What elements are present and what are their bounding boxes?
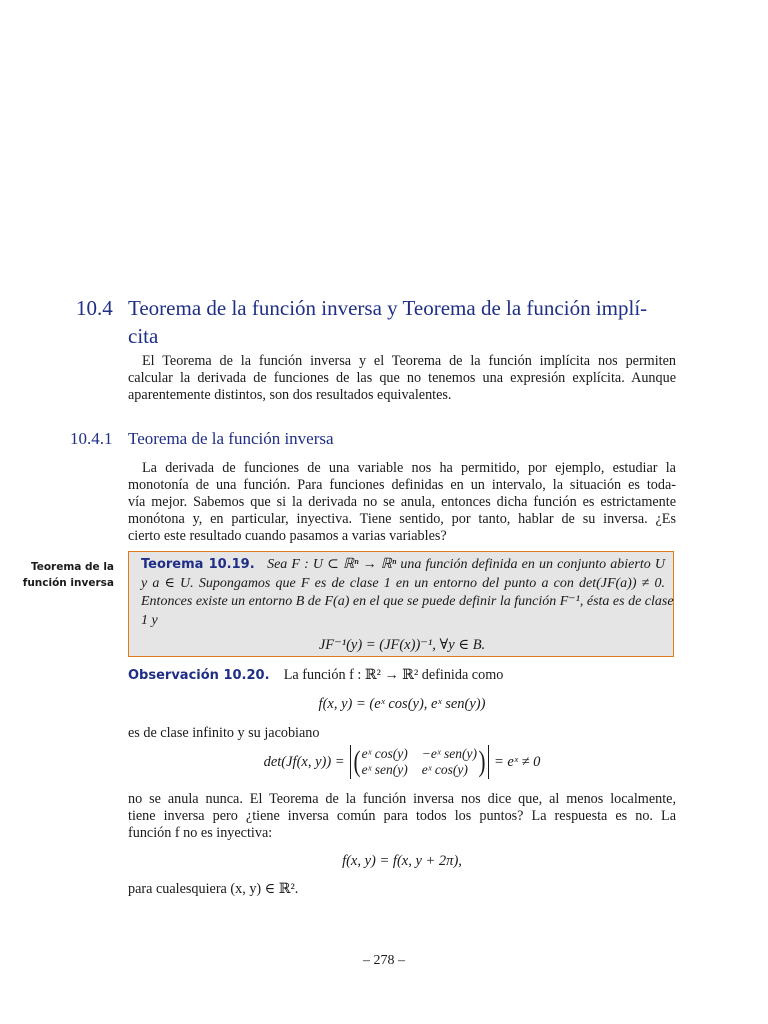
- jacobian-matrix: ( eˣ cos(y) −eˣ sen(y) eˣ sen(y) eˣ cos(y) ): [349, 745, 490, 779]
- theorem-line2: y a ∈ U. Supongamos que F es de clase 1 en un entorno del punto a con det(JF(a)) ≠ 0.: [141, 575, 665, 591]
- section-number: 10.4: [76, 296, 113, 320]
- intro-line: calcular la derivada de funciones de las que no tenemos una expresión explícita. Aunque: [128, 370, 676, 386]
- observation-paragraph: [128, 791, 676, 842]
- jacobian-rhs: = eˣ ≠ 0: [494, 753, 541, 770]
- theorem-statement: Sea F : U ⊂ ℝⁿ → ℝⁿ una función definida en un conjunto abierto U: [267, 557, 665, 572]
- observation-text2: es de clase infinito y su jacobiano: [128, 725, 320, 741]
- page-number: – 278 –: [363, 953, 405, 968]
- paragraph-line: monotonía de una función. Para funciones definidas en un intervalo, la situación es toda-: [128, 477, 676, 493]
- matrix-cell: eˣ cos(y): [421, 762, 468, 777]
- theorem-label: Teorema 10.19.: [141, 557, 255, 572]
- jacobian-equation: [128, 745, 676, 779]
- theorem-text: [141, 556, 674, 630]
- observation-equation1: f(x, y) = (eˣ cos(y), eˣ sen(y)): [318, 696, 486, 712]
- section-title-line1: Teorema de la función inversa y Teorema de la función implí-: [128, 296, 648, 320]
- paragraph-line: La derivada de funciones de una variable nos ha permitido, por ejemplo, estudiar la: [142, 460, 676, 476]
- theorem-equation: JF⁻¹(y) = (JF(x))⁻¹, ∀y ∈ B.: [318, 637, 486, 653]
- observation-label: Observación 10.20.: [128, 668, 270, 683]
- intro-paragraph: [128, 353, 676, 404]
- section-title-line2: cita: [128, 324, 159, 348]
- intro-line: aparentemente distintos, son dos resultados equivalentes.: [128, 387, 452, 403]
- theorem-line3: Entonces existe un entorno B de F(a) en el que se puede definir la función F⁻¹, ésta es de clase: [141, 594, 674, 609]
- jacobian-lhs: det(Jf(x, y)) =: [263, 753, 345, 770]
- section-title: [128, 294, 688, 350]
- paragraph-line: monótona y, en particular, inyectiva. Tiene sentido, por tanto, hablar de su inversa. ¿Es: [128, 511, 676, 527]
- paragraph-line: tiene inversa pero ¿tiene inversa común para todos los puntos? La respuesta es no. La: [128, 808, 676, 824]
- paragraph-line: cierto este resultado cuando pasamos a varias variables?: [128, 528, 447, 544]
- paragraph-line: vía mejor. Sabemos que si la derivada no se anula, entonces dicha función es estrictamente: [128, 494, 676, 510]
- theorem-line4: 1 y: [141, 612, 158, 628]
- body-paragraph: [128, 460, 676, 545]
- intro-line: El Teorema de la función inversa y el Teorema de la función implícita nos permiten: [142, 353, 676, 369]
- matrix-cell: eˣ sen(y): [361, 762, 408, 777]
- subsection-title: Teorema de la función inversa: [128, 429, 334, 448]
- determinant-bar-right: [488, 745, 489, 779]
- subsection-number: 10.4.1: [70, 429, 113, 448]
- paragraph-line: función f no es inyectiva:: [128, 825, 273, 841]
- observation-closing: para cualesquiera (x, y) ∈ ℝ².: [128, 881, 299, 897]
- paragraph-line: no se anula nunca. El Teorema de la función inversa nos dice que, al menos localmente,: [128, 791, 676, 807]
- observation-heading: [128, 666, 503, 685]
- margin-note: [14, 559, 114, 591]
- margin-note-line2: función inversa: [22, 577, 114, 589]
- matrix-cell: eˣ cos(y): [361, 746, 408, 761]
- theorem-line1: [141, 556, 665, 575]
- observation-text: La función f : ℝ² → ℝ² definida como: [283, 667, 504, 683]
- margin-note-line1: Teorema de la: [30, 561, 114, 573]
- matrix-cell: −eˣ sen(y): [421, 746, 478, 761]
- observation-equation2: f(x, y) = f(x, y + 2π),: [342, 853, 462, 869]
- determinant-bar-left: [350, 745, 351, 779]
